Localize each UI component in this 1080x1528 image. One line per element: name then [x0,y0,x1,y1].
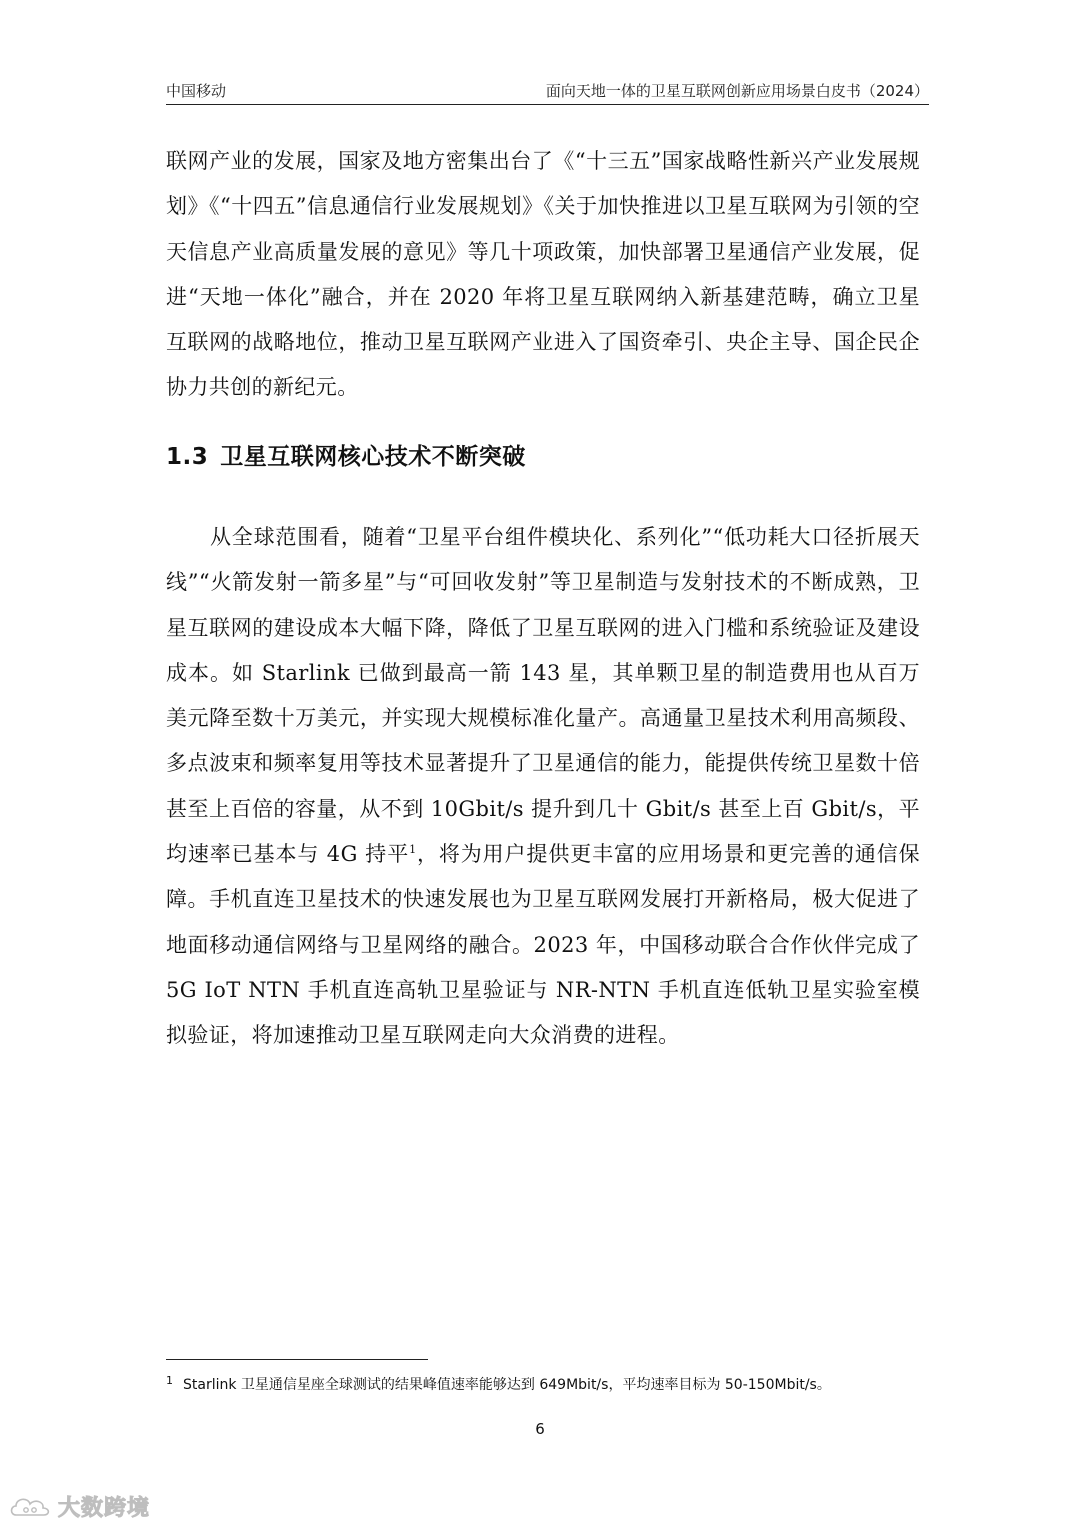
header-right-text: 面向天地一体的卫星互联网创新应用场景白皮书（2024） [545,82,929,100]
footnote-divider [166,1359,428,1360]
footnote [166,1374,926,1394]
paragraph-2-part-1: 从全球范围看，随着“卫星平台组件模块化、系列化”“低功耗大口径折展天线”“火箭发射一箭多星”与“可回收发射”等卫星制造与发射技术的不断成熟，卫星互联网的建设成本大幅下降，降低了卫星互联网的进入门槛和系统验证及建设成本。如 Starlink 已做到最高一箭 143 星，其单颗卫星的制造费用也从百万美元降至数十万美元，并实现大规模标准化量产。高通量卫星技术利用高频段、多点波束和频率复用等技术显著提升了卫星通信的能力，能提供传统卫星数十倍甚至上百倍的容量，从不到 10Gbit/s 提升到几十 Gbit/s 甚至上百 Gbit/s，平均速率已基本与 4G 持平 [166,525,920,867]
section-number: 1.3 [166,444,209,470]
paragraph-1: 联网产业的发展，国家及地方密集出台了《“十三五”国家战略性新兴产业发展规划》《“十四五”信息通信行业发展规划》《关于加快推进以卫星互联网为引领的空天信息产业高质量发展的意见》等几十项政策，加快部署卫星通信产业发展，促进“天地一体化”融合，并在 2020 年将卫星互联网纳入新基建范畴，确立卫星互联网的战略地位，推动卫星互联网产业进入了国资牵引、央企主导、国企民企协力共创的新纪元。 [166,149,920,400]
watermark-text: 大数跨境 [58,1495,151,1521]
watermark [8,1490,150,1522]
page-number: 6 [535,1420,545,1438]
footnote-reference: 1 [409,843,417,857]
paragraph-2 [166,515,920,1059]
page-header [166,78,929,105]
section-title: 卫星互联网核心技术不断突破 [220,444,526,470]
header-left-text: 中国移动 [166,82,227,100]
paragraph-2-part-2: ，将为用户提供更丰富的应用场景和更完善的通信保障。手机直连卫星技术的快速发展也为卫星互联网发展打开新格局，极大促进了地面移动通信网络与卫星网络的融合。2023 年，中国移动联合合作伙伴完成了 5G IoT NTN 手机直连高轨卫星验证与 NR-NTN 手机直连低轨卫星实验室模拟验证，将加速推动卫星互联网走向大众消费的进程。 [166,842,920,1048]
footnote-text: Starlink 卫星通信星座全球测试的结果峰值速率能够达到 649Mbit/s，平均速率目标为 50-150Mbit/s。 [183,1377,831,1393]
cloud-logo-icon [8,1493,52,1519]
section-heading [166,438,526,471]
footnote-mark: 1 [166,1374,173,1387]
